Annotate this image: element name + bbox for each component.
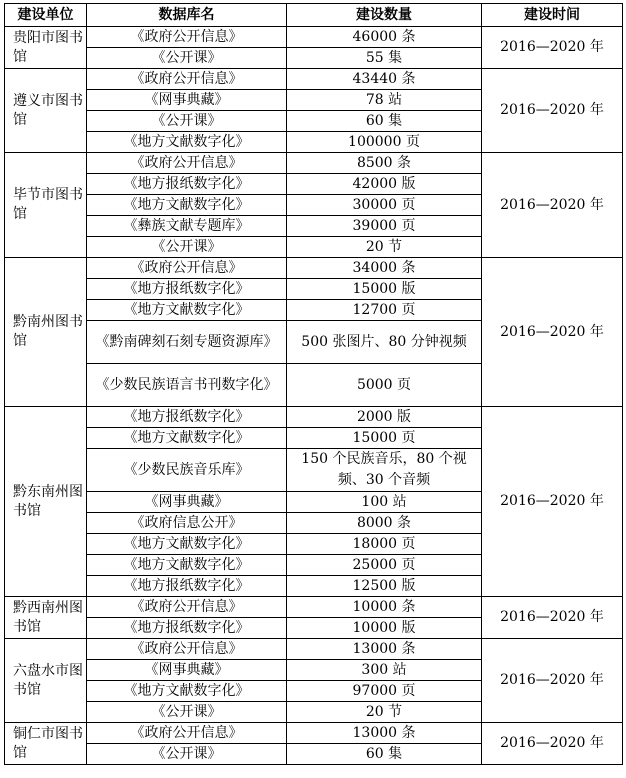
table-row [5, 723, 623, 744]
quantity-cell: 100 站 [287, 492, 482, 513]
database-cell: 《政府公开信息》 [87, 258, 287, 279]
header-period: 建设时间 [482, 4, 623, 27]
unit-cell: 黔东南州图书馆 [5, 407, 87, 597]
period-cell: 2016—2020 年 [482, 639, 623, 723]
quantity-cell: 20 节 [287, 237, 482, 258]
database-cell: 《政府信息公开》 [87, 513, 287, 534]
quantity-cell: 15000 页 [287, 428, 482, 449]
quantity-cell: 300 站 [287, 660, 482, 681]
quantity-cell: 78 站 [287, 90, 482, 111]
table-row [5, 153, 623, 174]
quantity-cell: 2000 版 [287, 407, 482, 428]
unit-cell: 遵义市图书馆 [5, 69, 87, 153]
unit-cell: 铜仁市图书馆 [5, 723, 87, 765]
quantity-cell: 100000 页 [287, 132, 482, 153]
quantity-cell: 42000 版 [287, 174, 482, 195]
database-cell: 《地方文献数字化》 [87, 555, 287, 576]
quantity-cell: 46000 条 [287, 27, 482, 48]
header-database: 数据库名 [87, 4, 287, 27]
quantity-cell: 10000 条 [287, 597, 482, 618]
database-cell: 《政府公开信息》 [87, 153, 287, 174]
period-cell: 2016—2020 年 [482, 27, 623, 69]
database-cell: 《公开课》 [87, 237, 287, 258]
period-cell: 2016—2020 年 [482, 258, 623, 407]
database-cell: 《地方文献数字化》 [87, 300, 287, 321]
database-cell: 《网事典藏》 [87, 492, 287, 513]
table-row [5, 639, 623, 660]
period-cell: 2016—2020 年 [482, 153, 623, 258]
header-quantity: 建设数量 [287, 4, 482, 27]
period-cell: 2016—2020 年 [482, 723, 623, 765]
table-row [5, 258, 623, 279]
database-cell: 《公开课》 [87, 48, 287, 69]
database-cell: 《政府公开信息》 [87, 27, 287, 48]
quantity-cell: 10000 版 [287, 618, 482, 639]
unit-cell: 毕节市图书馆 [5, 153, 87, 258]
quantity-cell: 13000 条 [287, 723, 482, 744]
quantity-cell: 39000 页 [287, 216, 482, 237]
quantity-cell: 25000 页 [287, 555, 482, 576]
database-cell: 《少数民族语言书刊数字化》 [87, 364, 287, 407]
database-cell: 《地方报纸数字化》 [87, 174, 287, 195]
database-cell: 《网事典藏》 [87, 660, 287, 681]
period-cell: 2016—2020 年 [482, 597, 623, 639]
table-row [5, 407, 623, 428]
quantity-cell: 8500 条 [287, 153, 482, 174]
database-cell: 《政府公开信息》 [87, 69, 287, 90]
quantity-cell: 20 节 [287, 702, 482, 723]
period-cell: 2016—2020 年 [482, 69, 623, 153]
database-cell: 《政府公开信息》 [87, 597, 287, 618]
database-cell: 《地方报纸数字化》 [87, 618, 287, 639]
database-cell: 《地方文献数字化》 [87, 132, 287, 153]
table-row [5, 597, 623, 618]
quantity-cell: 15000 版 [287, 279, 482, 300]
quantity-cell: 97000 页 [287, 681, 482, 702]
database-cell: 《地方报纸数字化》 [87, 576, 287, 597]
quantity-cell: 5000 页 [287, 364, 482, 407]
database-cell: 《黔南碑刻石刻专题资源库》 [87, 321, 287, 364]
quantity-cell: 34000 条 [287, 258, 482, 279]
quantity-cell: 13000 条 [287, 639, 482, 660]
period-cell: 2016—2020 年 [482, 407, 623, 597]
database-cell: 《政府公开信息》 [87, 639, 287, 660]
database-cell: 《公开课》 [87, 744, 287, 765]
database-cell: 《彝族文献专题库》 [87, 216, 287, 237]
table-row [5, 27, 623, 48]
quantity-cell: 43440 条 [287, 69, 482, 90]
header-unit: 建设单位 [5, 4, 87, 27]
database-cell: 《地方报纸数字化》 [87, 279, 287, 300]
quantity-cell: 12700 页 [287, 300, 482, 321]
header-row [5, 4, 623, 27]
database-cell: 《地方文献数字化》 [87, 428, 287, 449]
database-cell: 《地方文献数字化》 [87, 534, 287, 555]
table-body [5, 27, 623, 765]
database-cell: 《公开课》 [87, 702, 287, 723]
quantity-cell: 55 集 [287, 48, 482, 69]
database-cell: 《地方文献数字化》 [87, 681, 287, 702]
database-cell: 《地方报纸数字化》 [87, 407, 287, 428]
unit-cell: 黔南州图书馆 [5, 258, 87, 407]
database-cell: 《少数民族音乐库》 [87, 449, 287, 492]
quantity-cell: 30000 页 [287, 195, 482, 216]
unit-cell: 六盘水市图书馆 [5, 639, 87, 723]
library-database-table [4, 3, 623, 765]
quantity-cell: 18000 页 [287, 534, 482, 555]
database-cell: 《政府公开信息》 [87, 723, 287, 744]
database-cell: 《网事典藏》 [87, 90, 287, 111]
unit-cell: 贵阳市图书馆 [5, 27, 87, 69]
table-row [5, 69, 623, 90]
quantity-cell: 8000 条 [287, 513, 482, 534]
database-cell: 《公开课》 [87, 111, 287, 132]
database-cell: 《地方文献数字化》 [87, 195, 287, 216]
quantity-cell: 60 集 [287, 744, 482, 765]
unit-cell: 黔西南州图书馆 [5, 597, 87, 639]
quantity-cell: 150 个民族音乐，80 个视频、30 个音频 [287, 449, 482, 492]
quantity-cell: 60 集 [287, 111, 482, 132]
quantity-cell: 12500 版 [287, 576, 482, 597]
quantity-cell: 500 张图片、80 分钟视频 [287, 321, 482, 364]
